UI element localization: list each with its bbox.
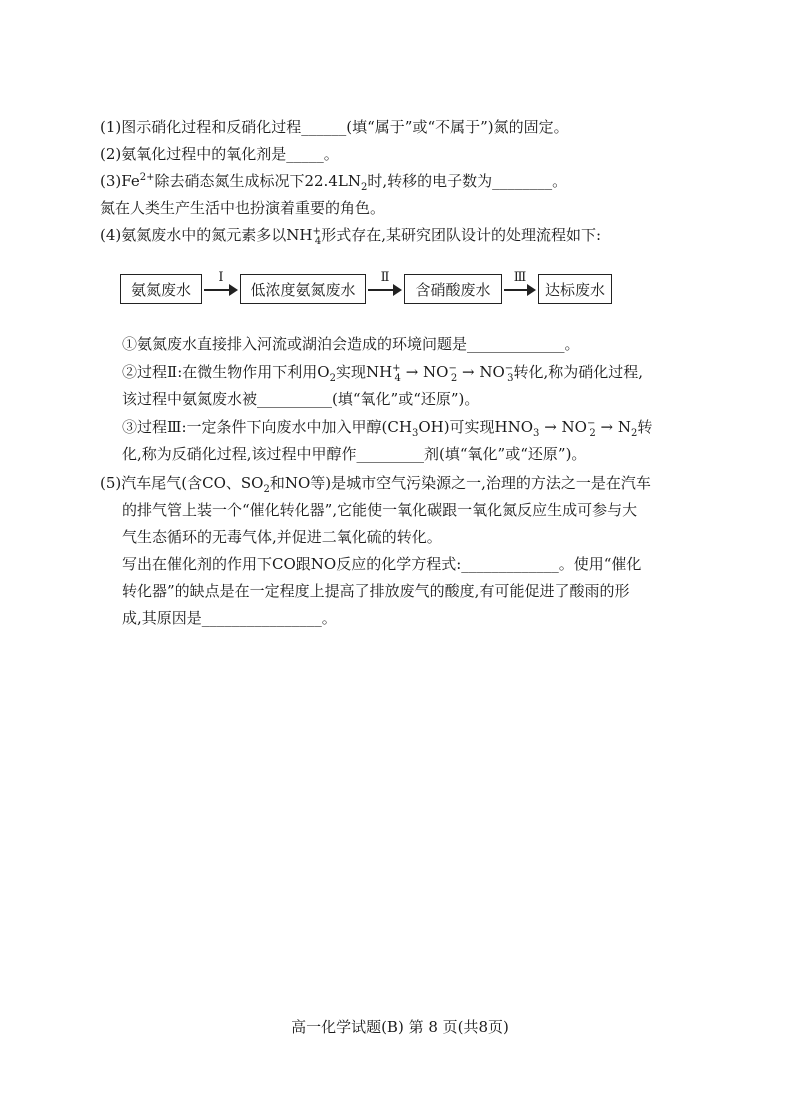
step-label-1: Ⅰ [218, 270, 224, 285]
sub-item-1: ①氨氮废水直接排入河流或湖泊会造成的环境问题是_____________。 [122, 335, 580, 353]
flow-box-low-concentration: 低浓度氨氮废水 [240, 274, 366, 304]
page-footer: 高一化学试题(B) 第 8 页(共8页) [291, 1018, 509, 1036]
arrow-head-icon [527, 284, 536, 296]
question-5-line-3: 气生态循环的无毒气体,并促进二氧化硫的转化。 [122, 528, 442, 546]
question-1: (1)图示硝化过程和反硝化过程______(填“属于”或“不属于”)氮的固定。 [100, 118, 569, 136]
question-4: (4)氨氮废水中的氮元素多以$NH^+_4$形式存在,某研究团队设计的处理流程如下: [100, 226, 602, 247]
question-5-line-5: 转化器”的缺点是在一定程度上提高了排放废气的酸度,有可能促进了酸雨的形 [122, 582, 630, 600]
question-5: (5)汽车尾气(含CO、$SO_2$和NO等)是城市空气污染源之一,治理的方法之一是在汽车 [100, 474, 651, 495]
intro-text: 氮在人类生产生活中也扮演着重要的角色。 [100, 199, 386, 217]
flow-arrow-3 [504, 270, 536, 304]
arrow-head-icon [229, 284, 238, 296]
flow-box-ammonia-wastewater: 氨氮废水 [120, 274, 202, 304]
step-label-3: Ⅲ [513, 270, 527, 285]
flow-arrow-2 [368, 270, 402, 304]
flow-arrow-1 [204, 270, 238, 304]
sub-item-3-line-2: 化,称为反硝化过程,该过程中甲醇作_________剂(填“氧化”或“还原”)。 [122, 445, 587, 463]
sub-item-3: ③过程Ⅲ:一定条件下向废水中加入甲醇$(CH_3OH)$可实现$HNO_3 \to NO^-_2 \to N_2$转 [122, 418, 653, 439]
question-5-line-2: 的排气管上装一个“催化转化器”,它能使一氧化碳跟一氧化氮反应生成可参与大 [122, 501, 638, 519]
arrow-head-icon [393, 284, 402, 296]
question-3: $(3)Fe^{2+}$除去硝态氮生成标况下$22.4LN_2$时,转移的电子数为________。 [100, 172, 568, 193]
question-5-line-4: 写出在催化剂的作用下CO跟NO反应的化学方程式:_____________。使用“催化 [122, 555, 642, 573]
sub-item-2: ②过程Ⅱ:在微生物作用下利用$O_2$实现$NH^+_4 \to NO^-_2 \to NO^-_3$转化,称为硝化过程, [122, 363, 644, 384]
flow-box-nitric-acid: 含硝酸废水 [404, 274, 502, 304]
question-5-line-6: 成,其原因是________________。 [122, 609, 337, 627]
flow-box-compliant: 达标废水 [538, 274, 612, 304]
step-label-2: Ⅱ [380, 270, 390, 285]
question-2: (2)氨氧化过程中的氧化剂是_____。 [100, 145, 339, 163]
sub-item-2-line-2: 该过程中氨氮废水被__________(填“氧化”或“还原”)。 [122, 390, 480, 408]
